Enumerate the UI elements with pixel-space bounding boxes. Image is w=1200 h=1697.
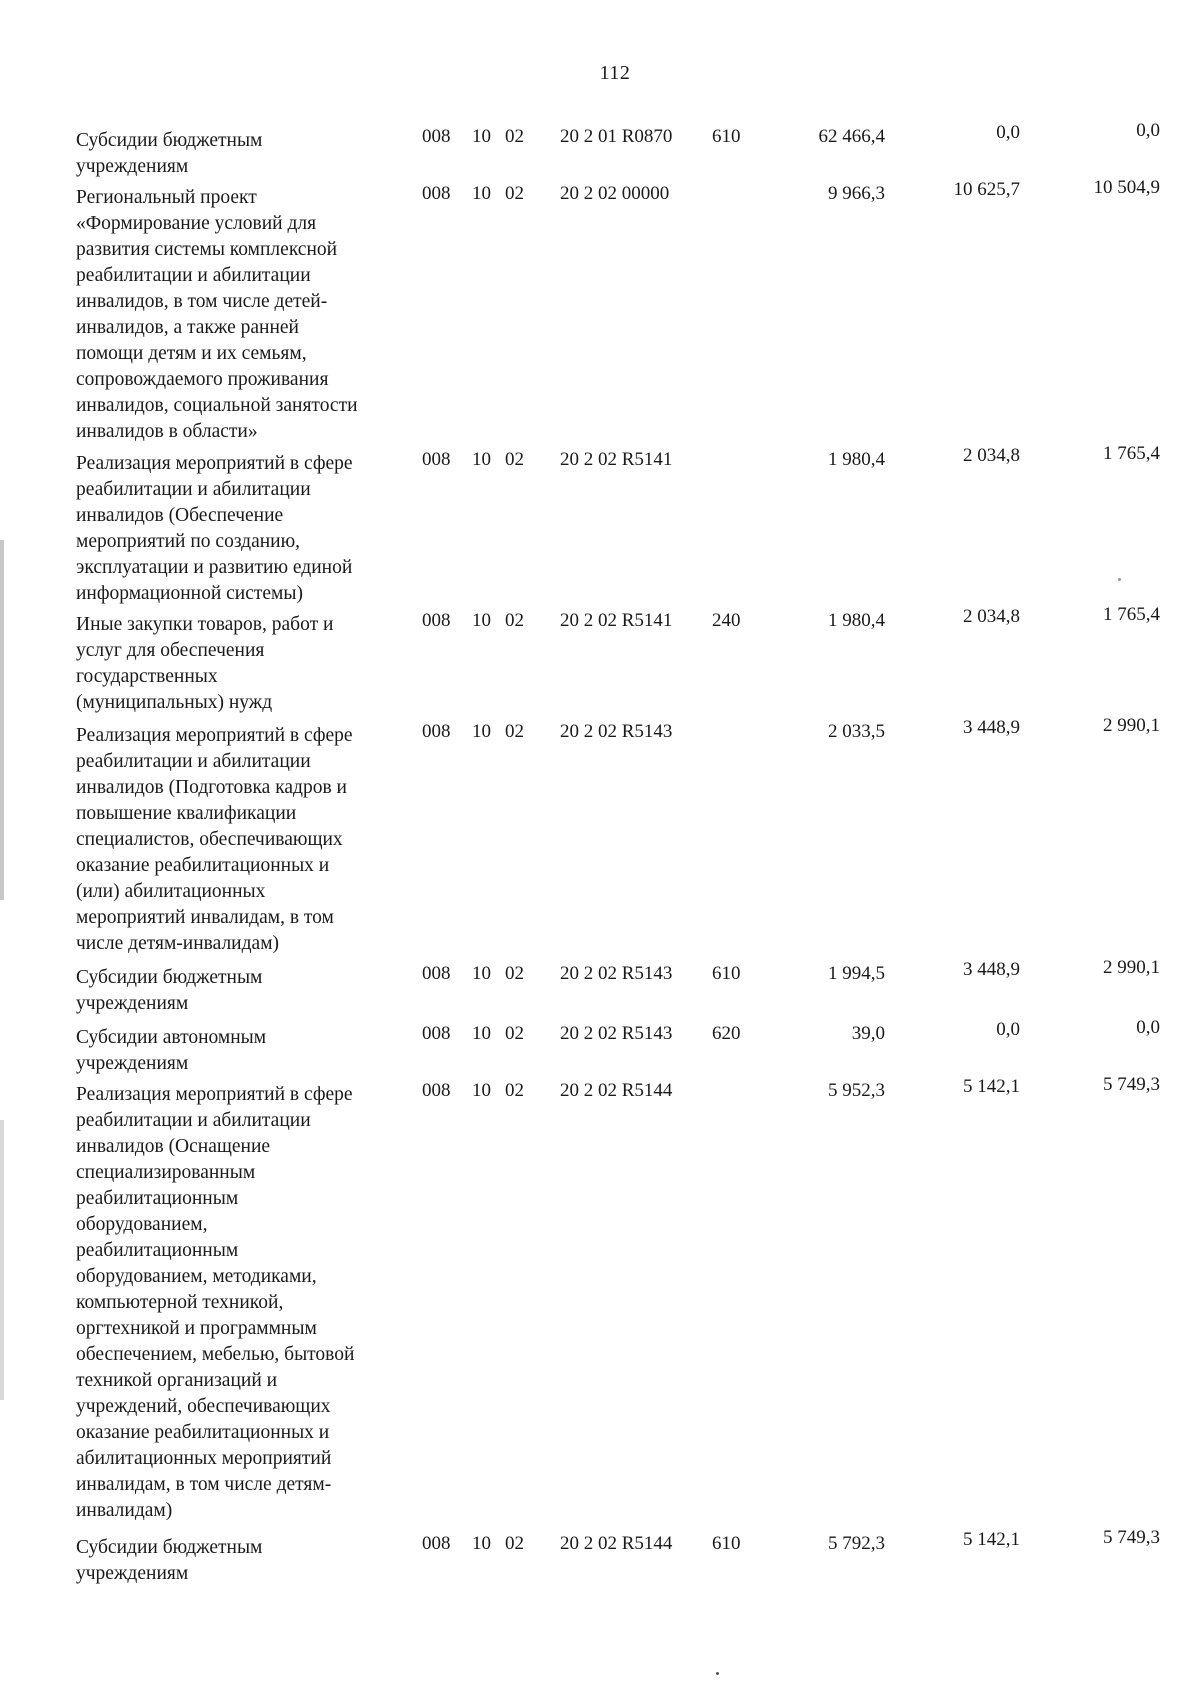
- target-article-code: 20 2 02 R5143: [560, 963, 673, 984]
- section-code: 10: [472, 126, 491, 147]
- subsection-code: 02: [505, 449, 524, 470]
- scan-speck: [716, 1672, 719, 1675]
- amount-year-3: 1 765,4: [1103, 443, 1160, 464]
- section-code: 10: [472, 449, 491, 470]
- ministry-code: 008: [422, 963, 451, 984]
- subsection-code: 02: [505, 126, 524, 147]
- expense-type-code: 620: [712, 1023, 741, 1044]
- amount-year-2: 2 034,8: [963, 445, 1020, 466]
- section-code: 10: [472, 1080, 491, 1101]
- target-article-code: 20 2 02 R5144: [560, 1080, 673, 1101]
- amount-year-2: 2 034,8: [963, 606, 1020, 627]
- amount-year-1: 5 792,3: [828, 1533, 885, 1554]
- scan-edge-mark: [0, 1120, 4, 1400]
- amount-year-3: 2 990,1: [1103, 957, 1160, 978]
- ministry-code: 008: [422, 1533, 451, 1554]
- amount-year-3: 10 504,9: [1093, 177, 1160, 198]
- row-description: Региональный проект «Формирование условий для развития системы комплексной реабилитации и абилитации инвалидов, в том числе детей- инвалидов, а также ранней помощи детям и их семьям, сопровождаемого проживания инвалидов, социальной занятости инвалидов в области»: [76, 187, 358, 442]
- expense-type-code: 610: [712, 126, 741, 147]
- ministry-code: 008: [422, 126, 451, 147]
- expense-type-code: 610: [712, 963, 741, 984]
- ministry-code: 008: [422, 183, 451, 204]
- subsection-code: 02: [505, 1533, 524, 1554]
- expense-type-code: 610: [712, 1533, 741, 1554]
- amount-year-1: 1 980,4: [828, 449, 885, 470]
- amount-year-1: 2 033,5: [828, 721, 885, 742]
- amount-year-3: 5 749,3: [1103, 1074, 1160, 1095]
- amount-year-3: 0,0: [1136, 1017, 1160, 1038]
- amount-year-2: 3 448,9: [963, 717, 1020, 738]
- subsection-code: 02: [505, 183, 524, 204]
- amount-year-2: 0,0: [996, 1019, 1020, 1040]
- amount-year-1: 39,0: [851, 1023, 885, 1044]
- amount-year-3: 2 990,1: [1103, 715, 1160, 736]
- ministry-code: 008: [422, 721, 451, 742]
- amount-year-3: 0,0: [1136, 120, 1160, 141]
- target-article-code: 20 2 02 R5141: [560, 449, 673, 470]
- row-description: Реализация мероприятий в сфере реабилитации и абилитации инвалидов (Обеспечение мероприятий по созданию, эксплуатации и развитию единой информационной системы): [76, 453, 353, 604]
- target-article-code: 20 2 02 00000: [560, 183, 670, 204]
- row-description: Субсидии бюджетным учреждениям: [76, 130, 263, 177]
- subsection-code: 02: [505, 721, 524, 742]
- section-code: 10: [472, 721, 491, 742]
- subsection-code: 02: [505, 610, 524, 631]
- subsection-code: 02: [505, 1080, 524, 1101]
- target-article-code: 20 2 02 R5144: [560, 1533, 673, 1554]
- amount-year-2: 5 142,1: [963, 1076, 1020, 1097]
- ministry-code: 008: [422, 610, 451, 631]
- row-description: Иные закупки товаров, работ и услуг для обеспечения государственных (муниципальных) нужд: [76, 614, 334, 713]
- row-description: Реализация мероприятий в сфере реабилитации и абилитации инвалидов (Подготовка кадров и повышение квалификации специалистов, обеспечивающих оказание реабилитационных и (или) абилитационных мероприятий инвалидам, в том числе детям-инвалидам): [76, 725, 353, 954]
- amount-year-2: 0,0: [996, 122, 1020, 143]
- section-code: 10: [472, 610, 491, 631]
- row-description: Субсидии бюджетным учреждениям: [76, 1537, 263, 1584]
- target-article-code: 20 2 02 R5143: [560, 721, 673, 742]
- amount-year-1: 9 966,3: [828, 183, 885, 204]
- amount-year-1: 1 980,4: [828, 610, 885, 631]
- subsection-code: 02: [505, 1023, 524, 1044]
- amount-year-1: 1 994,5: [828, 963, 885, 984]
- ministry-code: 008: [422, 449, 451, 470]
- row-description: Реализация мероприятий в сфере реабилитации и абилитации инвалидов (Оснащение специализированным реабилитационным оборудованием, реабилитационным оборудованием, методиками, компьютерной техникой, оргтехникой и программным обеспечением, мебелью, бытовой техникой организаций и учреждений, обеспечивающих оказание реабилитационных и абилитационных мероприятий инвалидам, в том числе детям- инвалидам): [76, 1084, 355, 1521]
- amount-year-3: 5 749,3: [1103, 1527, 1160, 1548]
- target-article-code: 20 2 02 R5141: [560, 610, 673, 631]
- amount-year-1: 62 466,4: [818, 126, 885, 147]
- amount-year-2: 5 142,1: [963, 1529, 1020, 1550]
- ministry-code: 008: [422, 1023, 451, 1044]
- amount-year-2: 10 625,7: [953, 179, 1020, 200]
- section-code: 10: [472, 963, 491, 984]
- scan-speck: [1118, 578, 1121, 581]
- row-description: Субсидии бюджетным учреждениям: [76, 967, 263, 1014]
- page-number: 112: [599, 62, 631, 84]
- section-code: 10: [472, 1533, 491, 1554]
- section-code: 10: [472, 183, 491, 204]
- amount-year-1: 5 952,3: [828, 1080, 885, 1101]
- amount-year-3: 1 765,4: [1103, 604, 1160, 625]
- expense-type-code: 240: [712, 610, 741, 631]
- section-code: 10: [472, 1023, 491, 1044]
- ministry-code: 008: [422, 1080, 451, 1101]
- target-article-code: 20 2 01 R0870: [560, 126, 673, 147]
- target-article-code: 20 2 02 R5143: [560, 1023, 673, 1044]
- row-description: Субсидии автономным учреждениям: [76, 1027, 267, 1074]
- amount-year-2: 3 448,9: [963, 959, 1020, 980]
- scan-edge-mark: [0, 540, 4, 900]
- subsection-code: 02: [505, 963, 524, 984]
